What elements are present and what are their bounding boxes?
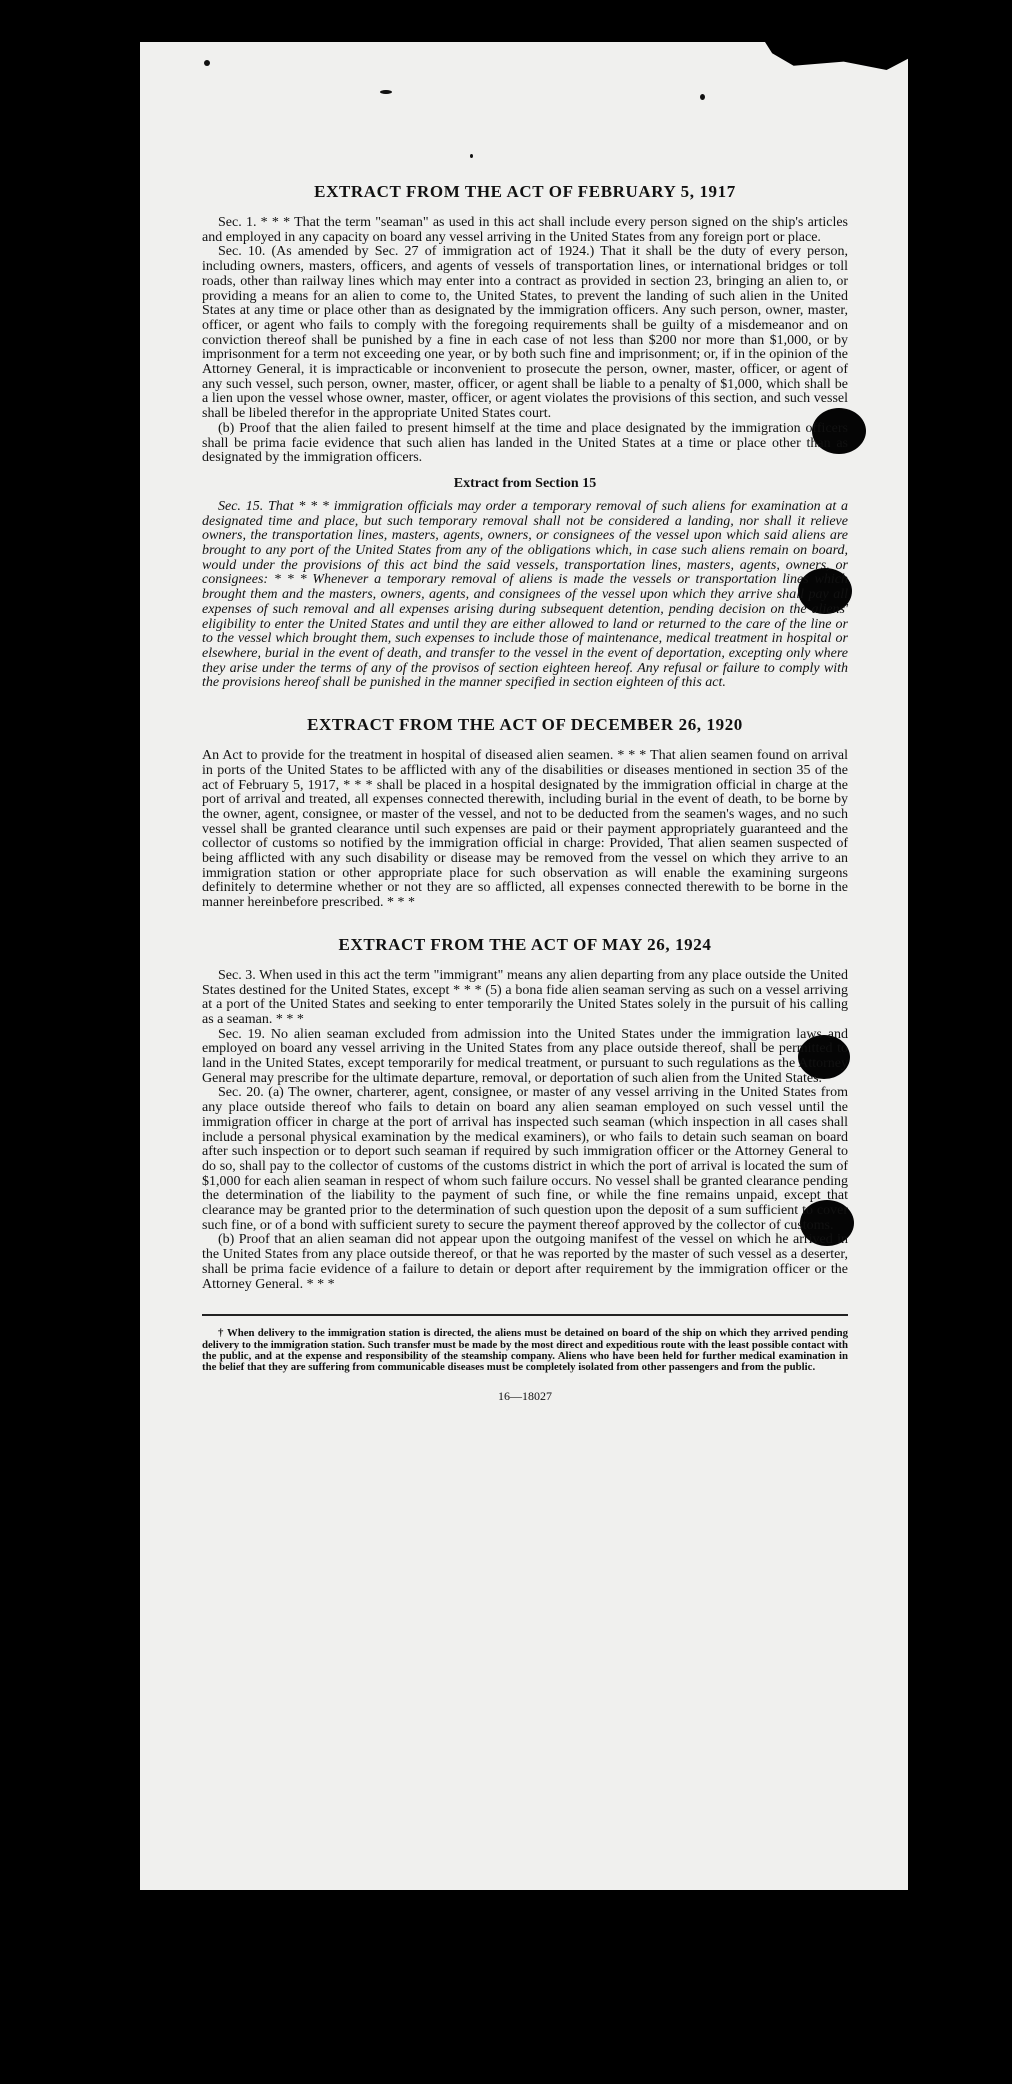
footnote (202, 1328, 848, 1373)
paragraph: (b) Proof that an alien seaman did not appear upon the outgoing manifest of the vessel on which he arrived in the United States from any place outside thereof, or that he was reported by the master of such vessel as a deserter, shall be prima facie evidence of a failure to detain or deport after requirement by the immigration officer or the Attorney General. * * * (202, 1232, 848, 1292)
document-body (202, 182, 848, 1404)
paragraph: An Act to provide for the treatment in hospital of diseased alien seamen. * * * That alien seamen found on arrival in ports of the United States to be afflicted with any of the disabilities or diseases mentioned in section 35 of the act of February 5, 1917, * * * shall be placed in a hospital designated by the immigration official in charge at the port of arrival and treated, all expenses connected therewith, including burial in the event of death, to be borne by the owner, agent, consignee, or master of the vessel, and not to be deducted from the seamen's wages, and no such vessel shall be granted clearance until such expenses are paid or their payment appropriately guaranteed and the collector of customs so notified by the immigration official in charge: Provided, That alien seamen suspected of being afflicted with any such disability or disease may be removed from the vessel on which they arrive to an immigration station or other appropriate place for such observation as will enable the examining surgeons definitely to determine whether or not they are so afflicted, all expenses connected therewith to be borne in the manner hereinbefore prescribed. * * * (202, 748, 848, 911)
scan-speck (204, 60, 210, 66)
section-heading: EXTRACT FROM THE ACT OF DECEMBER 26, 1920 (307, 715, 743, 735)
document-page (140, 42, 908, 1890)
paragraph: (b) Proof that the alien failed to present himself at the time and place designated by the immigration officers shall be prima facie evidence that such alien has landed in the United States at a time or place other than as designated by the immigration officers. (202, 420, 848, 466)
scan-speck (470, 154, 473, 158)
paragraph: Sec. 19. No alien seaman excluded from admission into the United States under the immigration laws and employed on board any vessel arriving in the United States from any place outside thereof, shall be permitted to land in the United States, except temporarily for medical treatment, or pursuant to such regulations as the Attorney General may prescribe for the ultimate departure, removal, or deportation of such alien from the United States. (202, 1026, 848, 1086)
torn-corner (765, 42, 908, 70)
scan-speck (700, 94, 705, 100)
subsection-heading: Extract from Section 15 (453, 475, 597, 491)
section-heading: EXTRACT FROM THE ACT OF MAY 26, 1924 (338, 934, 712, 954)
paragraph: Sec. 20. (a) The owner, charterer, agent, consignee, or master of any vessel arriving in the United States from any place outside thereof who fails to detain on board any alien seaman employed on such vessel until the immigration officer in charge at the port of arrival has inspected such seaman (which inspection in all cases shall include a personal physical examination by the medical examiners), or who fails to detain such seaman on board after such inspection or to deport such seaman if required by such immigration officer or the Attorney General to do so, shall pay to the collector of customs of the customs district in which the port of arrival is located the sum of $1,000 for each alien seaman in respect of whom such failure occurs. No vessel shall be granted clearance pending the determination of the liability to the payment of such fine, or while the fine remains unpaid, except that clearance may be granted prior to the determination of such question upon the deposit of a sum sufficient to cover such fine, or of a bond with sufficient surety to secure the payment thereof approved by the collector of customs. (202, 1085, 848, 1233)
paragraph: Sec. 10. (As amended by Sec. 27 of immigration act of 1924.) That it shall be the duty of every person, including owners, masters, officers, and agents of vessels of transportation lines, or international bridges or toll roads, other than railway lines which may enter into a contract as provided in section 23, bringing an alien to, or providing a means for an alien to come to, the United States, to prevent the landing of such alien in the United States at any time or place other than as designated by the immigration officers. Any such person, owner, master, officer, or agent who fails to comply with the foregoing requirements shall be guilty of a misdemeanor and on conviction thereof shall be punished by a fine in each case of not less than $200 nor more than $1,000, or by imprisonment for a term not exceeding one year, or by both such fine and imprisonment; or, if in the opinion of the Attorney General, it is impracticable or inconvenient to prosecute the person, owner, master, officer, or agent of any such vessel, such person, owner, master, officer, or agent shall be liable to a penalty of $1,000, which shall be a lien upon the vessel whose owner, master, officer, or agent violates the provisions of this section, and such vessel shall be libeled therefor in the appropriate United States court. (202, 244, 848, 422)
paragraph: Sec. 3. When used in this act the term "immigrant" means any alien departing from any place outside the United States destined for the United States, except * * * (5) a bona fide alien seaman serving as such on a vessel arriving at a port of the United States and seeking to enter temporarily the United States solely in the pursuit of his calling as a seaman. * * * (202, 967, 848, 1027)
paragraph: Sec. 15. That * * * immigration officials may order a temporary removal of such aliens for examination at a designated time and place, but such temporary removal shall not be considered a landing, nor shall it relieve owners, the transportation lines, masters, agents, owners, or consignees of the vessel upon which said aliens are brought to any port of the United States from any of the obligations which, in case such aliens remain on board, would under the provisions of this act bind the said vessels, transportation lines, masters, agents, owners, or consignees: * * * Whenever a temporary removal of aliens is made the vessels or transportation lines which brought them and the masters, owners, agents, and consignees of the vessel upon which they arrive shall pay all expenses of such removal and all expenses arising during subsequent detention, pending decision on the aliens' eligibility to enter the United States and until they are either allowed to land or returned to the care of the line or to the vessel which brought them, such expenses to include those of maintenance, medical treatment in hospital or elsewhere, burial in the event of death, and transfer to the vessel in the event of deportation, excepting only where they arise under the terms of any of the provisos of section eighteen hereof. Any refusal or failure to comply with the provisions hereof shall be punished in the manner specified in section eighteen of this act. (202, 498, 848, 691)
footnote-divider (202, 1314, 848, 1316)
footnote-text: † When delivery to the immigration station is directed, the aliens must be detained on board of the ship on which they arrived pending delivery to the immigration station. Such transfer must be made by the most direct and expeditious route with the least possible contact with the public, and at the expense and responsibility of the steamship company. Aliens who have been held for further medical examination in the belief that they are suffering from communicable diseases must be completely isolated from other passengers and from the public. (202, 1327, 848, 1373)
section-heading: EXTRACT FROM THE ACT OF FEBRUARY 5, 1917 (314, 182, 736, 201)
paragraph: Sec. 1. * * * That the term "seaman" as used in this act shall include every person signed on the ship's articles and employed in any capacity on board any vessel arriving in the United States from any foreign port or place. (202, 215, 848, 245)
form-number: 16—18027 (498, 1389, 552, 1404)
scan-speck (380, 90, 392, 94)
